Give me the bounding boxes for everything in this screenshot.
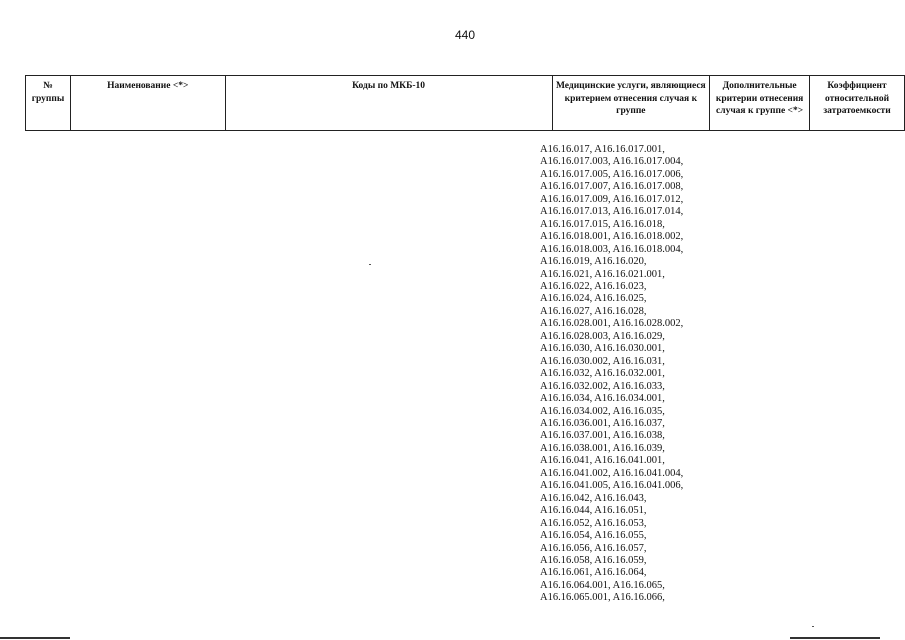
code-line: A16.16.042, A16.16.043, [540, 492, 647, 504]
code-line: A16.16.030, A16.16.030.001, [540, 343, 665, 355]
header-medical-services: Медицинские услуги, являющиеся критерием отнесения случая к группе [552, 76, 710, 131]
code-line: A16.16.036.001, A16.16.037, [540, 417, 665, 429]
code-line: A16.16.022, A16.16.023, [540, 280, 647, 292]
code-line: A16.16.032.002, A16.16.033, [540, 380, 665, 392]
code-line: A16.16.058, A16.16.059, [540, 554, 647, 566]
scan-edge-line [790, 637, 880, 639]
code-line: A16.16.054, A16.16.055, [540, 530, 647, 542]
code-line: A16.16.041.002, A16.16.041.004, [540, 467, 684, 479]
code-line: A16.16.017, A16.16.017.001, [540, 144, 665, 155]
table-header [25, 75, 905, 131]
code-line: A16.16.018.001, A16.16.018.002, [540, 231, 684, 243]
code-line: A16.16.021, A16.16.021.001, [540, 268, 665, 280]
code-line: A16.16.061, A16.16.064, [540, 567, 647, 579]
header-row [26, 76, 905, 131]
code-line: A16.16.038.001, A16.16.039, [540, 442, 665, 454]
code-line: A16.16.037.001, A16.16.038, [540, 430, 665, 442]
code-line: A16.16.017.003, A16.16.017.004, [540, 156, 684, 168]
code-line: A16.16.041.005, A16.16.041.006, [540, 480, 684, 492]
header-additional-criteria: Дополнительные критерии отнесения случая к группе <*> [710, 76, 810, 131]
header-group-number: № группы [26, 76, 71, 131]
code-line: A16.16.041, A16.16.041.001, [540, 455, 665, 467]
code-line: A16.16.044, A16.16.051, [540, 505, 647, 517]
scan-speck [812, 626, 814, 627]
code-line: A16.16.024, A16.16.025, [540, 293, 647, 305]
services-codes-list [540, 144, 683, 605]
code-line: A16.16.017.015, A16.16.018, [540, 218, 665, 230]
code-line: A16.16.052, A16.16.053, [540, 517, 647, 529]
code-line: A16.16.034.002, A16.16.035, [540, 405, 665, 417]
header-cost-coefficient: Коэффициент относительной затратоемкости [810, 76, 905, 131]
page-number: 440 [454, 28, 476, 42]
code-line: A16.16.028.003, A16.16.029, [540, 330, 665, 342]
code-line: A16.16.034, A16.16.034.001, [540, 393, 665, 405]
code-line: A16.16.032, A16.16.032.001, [540, 368, 665, 380]
code-line: A16.16.028.001, A16.16.028.002, [540, 318, 684, 330]
code-line: A16.16.065.001, A16.16.066, [540, 592, 665, 604]
code-line: A16.16.017.005, A16.16.017.006, [540, 168, 684, 180]
header-name: Наименование <*> [70, 76, 225, 131]
code-line: A16.16.017.009, A16.16.017.012, [540, 193, 684, 205]
code-line: A16.16.017.013, A16.16.017.014, [540, 206, 684, 218]
scan-speck [369, 264, 371, 265]
code-line: A16.16.027, A16.16.028, [540, 305, 647, 317]
code-line: A16.16.056, A16.16.057, [540, 542, 647, 554]
code-line: A16.16.064.001, A16.16.065, [540, 579, 665, 591]
scan-edge-line [0, 637, 70, 639]
code-line: A16.16.017.007, A16.16.017.008, [540, 181, 684, 193]
code-line: A16.16.030.002, A16.16.031, [540, 355, 665, 367]
code-line: A16.16.018.003, A16.16.018.004, [540, 243, 684, 255]
header-icd-codes: Коды по МКБ-10 [225, 76, 552, 131]
code-line: A16.16.019, A16.16.020, [540, 256, 647, 268]
